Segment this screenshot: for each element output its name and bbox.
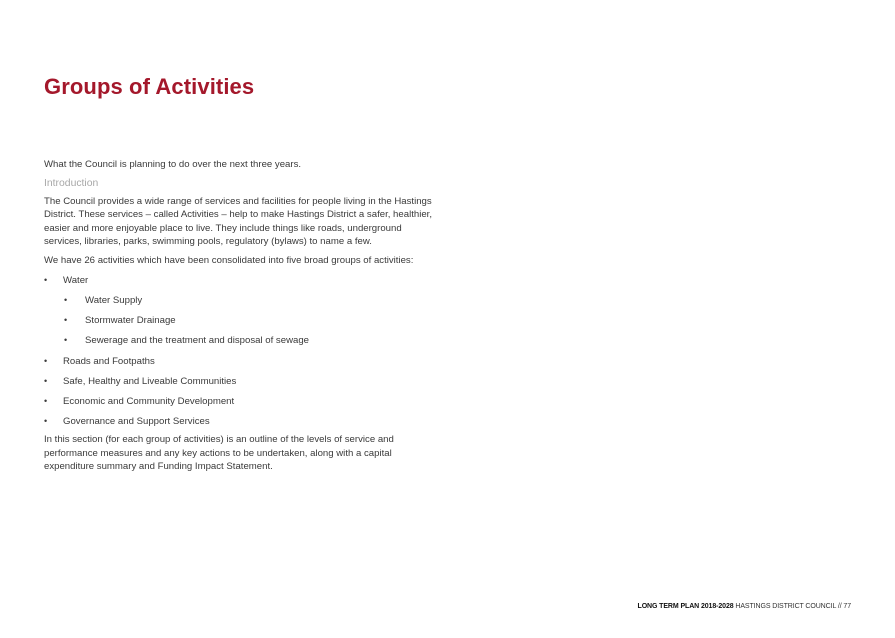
- list-item-label: Economic and Community Development: [63, 395, 235, 407]
- bullet-icon: •: [44, 375, 48, 386]
- closing-paragraph: In this section (for each group of activities) is an outline of the levels of service and performance measures and any key actions to be undertaken, along with a capital expenditure summary and Funding Impact Statement.: [44, 434, 394, 473]
- bullet-icon: •: [64, 315, 68, 326]
- footer-council-name: HASTINGS DISTRICT COUNCIL: [735, 603, 836, 610]
- bullet-icon: •: [44, 395, 48, 406]
- bullet-icon: •: [64, 335, 68, 346]
- bullet-icon: •: [64, 295, 68, 306]
- bullet-icon: •: [44, 355, 48, 366]
- list-item: [44, 375, 434, 395]
- page-footer: [638, 603, 851, 610]
- list-item-label: Roads and Footpaths: [63, 355, 155, 367]
- page-title: Groups of Activities: [44, 74, 255, 99]
- list-item-label: Stormwater Drainage: [85, 315, 176, 327]
- list-item: [44, 355, 434, 375]
- activity-groups-list: [44, 274, 434, 436]
- list-item: [44, 274, 434, 294]
- list-item: [44, 314, 434, 334]
- footer-plan-title: LONG TERM PLAN 2018-2028: [637, 603, 734, 610]
- body-content: [44, 158, 434, 474]
- list-item-label: Governance and Support Services: [63, 416, 210, 428]
- list-item: [44, 395, 434, 415]
- intro-paragraph: The Council provides a wide range of services and facilities for people living in the Hastings District. These services – called Activities – help to make Hastings District a safer, healthier, easier and more enjoyable place to live. They include things like roads, underground services, libraries, parks, swimming pools, regulatory (bylaws) to name a few.: [44, 195, 432, 248]
- bullet-icon: •: [44, 274, 48, 285]
- list-item-label: Safe, Healthy and Liveable Communities: [63, 375, 237, 387]
- list-item-label: Water: [63, 274, 89, 286]
- list-item-label: Water Supply: [85, 295, 143, 307]
- footer-separator: //: [837, 603, 842, 610]
- section-subheading: Introduction: [44, 178, 99, 190]
- groups-intro-paragraph: We have 26 activities which have been consolidated into five broad groups of activities:: [44, 255, 414, 267]
- list-item: [44, 415, 434, 435]
- list-item: [44, 294, 434, 314]
- list-item-label: Sewerage and the treatment and disposal of sewage: [85, 335, 310, 347]
- page-number: 77: [843, 603, 851, 610]
- list-item: [44, 334, 434, 354]
- lead-paragraph: What the Council is planning to do over the next three years.: [44, 159, 302, 170]
- bullet-icon: •: [44, 416, 48, 427]
